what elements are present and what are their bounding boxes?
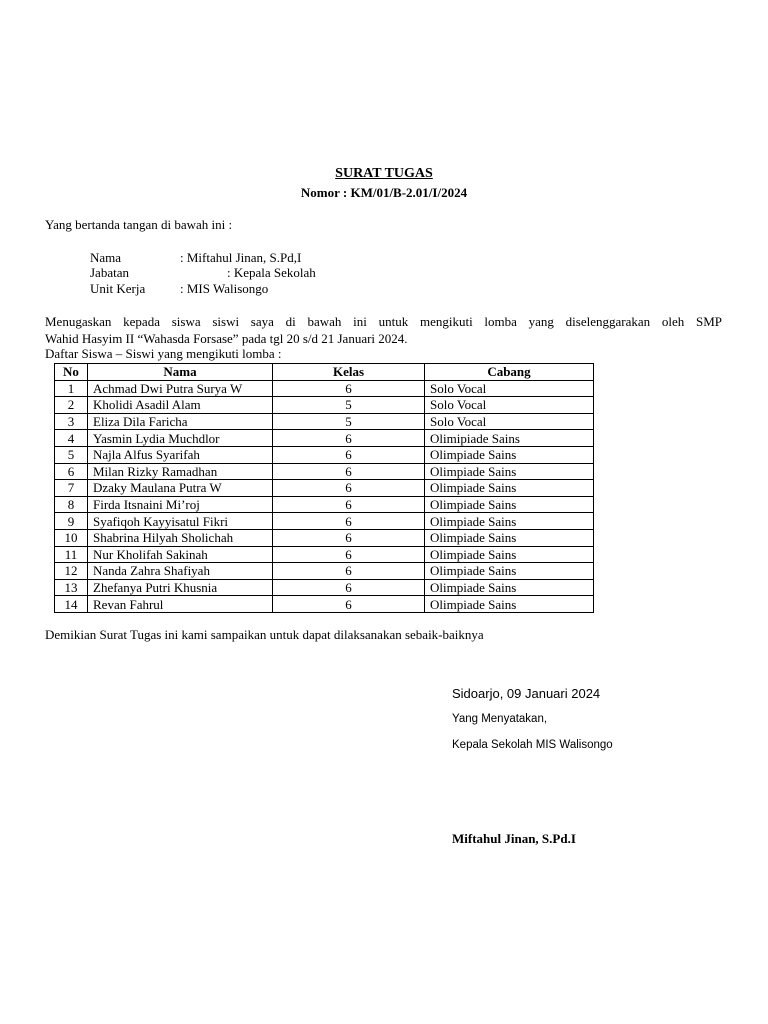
table-row bbox=[55, 446, 594, 463]
table-row bbox=[55, 380, 594, 397]
table-row bbox=[55, 496, 594, 513]
cell-no: 2 bbox=[55, 397, 88, 414]
cell-cabang: Olimpiade Sains bbox=[425, 480, 594, 497]
cell-nama: Dzaky Maulana Putra W bbox=[88, 480, 273, 497]
cell-nama: Milan Rizky Ramadhan bbox=[88, 463, 273, 480]
table-row bbox=[55, 596, 594, 613]
cell-nama: Revan Fahrul bbox=[88, 596, 273, 613]
cell-no: 9 bbox=[55, 513, 88, 530]
cell-kelas: 6 bbox=[273, 446, 425, 463]
document-title: SURAT TUGAS bbox=[335, 166, 433, 181]
header-no: No bbox=[55, 364, 88, 381]
cell-nama: Najla Alfus Syarifah bbox=[88, 446, 273, 463]
cell-cabang: Olimipiade Sains bbox=[425, 430, 594, 447]
table-row bbox=[55, 413, 594, 430]
cell-nama: Zhefanya Putri Khusnia bbox=[88, 579, 273, 596]
cell-cabang: Olimpiade Sains bbox=[425, 496, 594, 513]
cell-no: 5 bbox=[55, 446, 88, 463]
cell-kelas: 6 bbox=[273, 496, 425, 513]
cell-no: 3 bbox=[55, 413, 88, 430]
intro-text: Yang bertanda tangan di bawah ini : bbox=[45, 217, 233, 232]
cell-kelas: 6 bbox=[273, 529, 425, 546]
header-kelas: Kelas bbox=[273, 364, 425, 381]
table-row bbox=[55, 579, 594, 596]
cell-kelas: 6 bbox=[273, 596, 425, 613]
cell-no: 13 bbox=[55, 579, 88, 596]
field-value-jabatan: : Kepala Sekolah bbox=[227, 265, 316, 280]
cell-cabang: Olimpiade Sains bbox=[425, 596, 594, 613]
cell-no: 14 bbox=[55, 596, 88, 613]
field-label-unit-kerja: Unit Kerja bbox=[90, 281, 146, 296]
table-row bbox=[55, 529, 594, 546]
cell-nama: Yasmin Lydia Muchdlor bbox=[88, 430, 273, 447]
table-row bbox=[55, 480, 594, 497]
cell-nama: Syafiqoh Kayyisatul Fikri bbox=[88, 513, 273, 530]
paragraph-line-1: Menugaskan kepada siswa siswi saya di bawah ini untuk mengikuti lomba yang diselenggarakan oleh SMP bbox=[45, 314, 722, 329]
table-row bbox=[55, 397, 594, 414]
table-row bbox=[55, 463, 594, 480]
table-row bbox=[55, 430, 594, 447]
cell-no: 4 bbox=[55, 430, 88, 447]
header-cabang: Cabang bbox=[425, 364, 594, 381]
cell-kelas: 6 bbox=[273, 546, 425, 563]
table-row bbox=[55, 546, 594, 563]
cell-no: 12 bbox=[55, 563, 88, 580]
place-date: Sidoarjo, 09 Januari 2024 bbox=[452, 686, 601, 701]
cell-nama: Kholidi Asadil Alam bbox=[88, 397, 273, 414]
cell-nama: Shabrina Hilyah Sholichah bbox=[88, 529, 273, 546]
closing-text: Demikian Surat Tugas ini kami sampaikan untuk dapat dilaksanakan sebaik-baiknya bbox=[45, 627, 484, 642]
cell-cabang: Olimpiade Sains bbox=[425, 463, 594, 480]
cell-no: 7 bbox=[55, 480, 88, 497]
paragraph-line-2: Wahid Hasyim II “Wahasda Forsase” pada tgl 20 s/d 21 Januari 2024. bbox=[45, 330, 408, 346]
cell-cabang: Olimpiade Sains bbox=[425, 546, 594, 563]
cell-kelas: 6 bbox=[273, 430, 425, 447]
cell-cabang: Solo Vocal bbox=[425, 413, 594, 430]
cell-cabang: Olimpiade Sains bbox=[425, 513, 594, 530]
cell-cabang: Olimpiade Sains bbox=[425, 529, 594, 546]
cell-kelas: 6 bbox=[273, 380, 425, 397]
cell-no: 11 bbox=[55, 546, 88, 563]
field-label-jabatan: Jabatan bbox=[90, 265, 129, 280]
cell-kelas: 6 bbox=[273, 513, 425, 530]
field-label-nama: Nama bbox=[90, 250, 122, 265]
cell-nama: Firda Itsnaini Mi’roj bbox=[88, 496, 273, 513]
cell-kelas: 6 bbox=[273, 480, 425, 497]
cell-no: 1 bbox=[55, 380, 88, 397]
cell-nama: Achmad Dwi Putra Surya W bbox=[88, 380, 273, 397]
field-value-nama: : Miftahul Jinan, S.Pd,I bbox=[180, 250, 302, 265]
cell-no: 6 bbox=[55, 463, 88, 480]
signer-position: Kepala Sekolah MIS Walisongo bbox=[452, 739, 613, 751]
cell-nama: Nanda Zahra Shafiyah bbox=[88, 563, 273, 580]
student-list-label: Daftar Siswa – Siswi yang mengikuti lomba : bbox=[45, 346, 282, 361]
cell-cabang: Olimpiade Sains bbox=[425, 563, 594, 580]
table-header-row bbox=[55, 364, 594, 381]
cell-kelas: 6 bbox=[273, 563, 425, 580]
cell-cabang: Olimpiade Sains bbox=[425, 446, 594, 463]
cell-cabang: Solo Vocal bbox=[425, 397, 594, 414]
cell-cabang: Olimpiade Sains bbox=[425, 579, 594, 596]
signer-name: Miftahul Jinan, S.Pd.I bbox=[452, 831, 576, 846]
cell-kelas: 5 bbox=[273, 413, 425, 430]
cell-no: 10 bbox=[55, 529, 88, 546]
field-value-unit-kerja: : MIS Walisongo bbox=[180, 281, 269, 296]
header-nama: Nama bbox=[88, 364, 273, 381]
document-number: Nomor : KM/01/B-2.01/I/2024 bbox=[300, 185, 468, 200]
cell-no: 8 bbox=[55, 496, 88, 513]
cell-kelas: 5 bbox=[273, 397, 425, 414]
table-row bbox=[55, 563, 594, 580]
cell-nama: Eliza Dila Faricha bbox=[88, 413, 273, 430]
cell-kelas: 6 bbox=[273, 579, 425, 596]
assignment-paragraph bbox=[45, 314, 722, 347]
table-row bbox=[55, 513, 594, 530]
cell-kelas: 6 bbox=[273, 463, 425, 480]
statement-label: Yang Menyatakan, bbox=[452, 713, 548, 725]
cell-cabang: Solo Vocal bbox=[425, 380, 594, 397]
student-table bbox=[54, 363, 594, 613]
cell-nama: Nur Kholifah Sakinah bbox=[88, 546, 273, 563]
